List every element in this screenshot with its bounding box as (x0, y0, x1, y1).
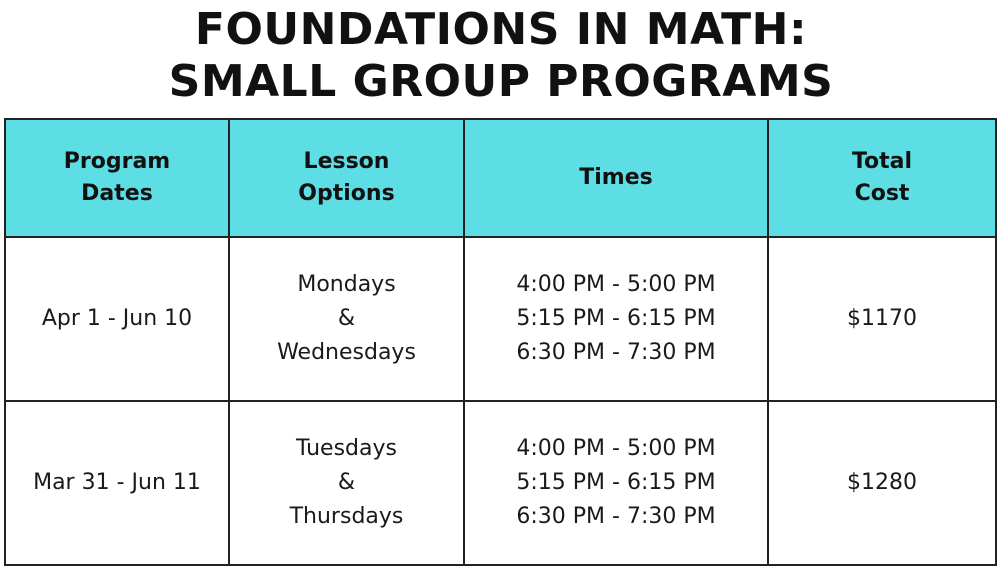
lesson-ampersand: & (337, 306, 356, 331)
time-slot: 5:15 PM - 6:15 PM (516, 470, 716, 495)
time-slot: 4:00 PM - 5:00 PM (516, 436, 716, 461)
header-lesson-options-line-2: Options (298, 181, 395, 206)
header-program-dates-line-2: Dates (81, 181, 153, 206)
time-slot: 6:30 PM - 7:30 PM (516, 340, 716, 365)
page-title (0, 4, 1002, 108)
time-slot: 6:30 PM - 7:30 PM (516, 504, 716, 529)
table-header-row (5, 119, 996, 237)
header-total-cost (768, 119, 996, 237)
lesson-ampersand: & (337, 470, 356, 495)
header-lesson-options (229, 119, 464, 237)
cell-lesson-options (229, 237, 464, 401)
programs-table (4, 118, 997, 566)
cell-times (464, 401, 768, 565)
header-program-dates-line-1: Program (63, 149, 171, 174)
lesson-day-1: Tuesdays (296, 436, 397, 461)
cell-program-dates: Apr 1 - Jun 10 (5, 237, 229, 401)
table-row (5, 401, 996, 565)
page-title-line-2: SMALL GROUP PROGRAMS (168, 56, 834, 107)
table-row (5, 237, 996, 401)
lesson-day-2: Thursdays (289, 504, 404, 529)
lesson-day-2: Wednesdays (277, 340, 416, 365)
lesson-day-1: Mondays (297, 272, 396, 297)
header-total-cost-line-2: Cost (854, 181, 910, 206)
cell-times (464, 237, 768, 401)
cell-total-cost: $1170 (768, 237, 996, 401)
header-times-line-1: Times (579, 165, 653, 190)
time-slot: 4:00 PM - 5:00 PM (516, 272, 716, 297)
header-times (464, 119, 768, 237)
page-title-line-1: FOUNDATIONS IN MATH: (194, 4, 808, 55)
cell-total-cost: $1280 (768, 401, 996, 565)
header-program-dates (5, 119, 229, 237)
header-lesson-options-line-1: Lesson (303, 149, 390, 174)
cell-lesson-options (229, 401, 464, 565)
time-slot: 5:15 PM - 6:15 PM (516, 306, 716, 331)
header-total-cost-line-1: Total (851, 149, 913, 174)
cell-program-dates: Mar 31 - Jun 11 (5, 401, 229, 565)
